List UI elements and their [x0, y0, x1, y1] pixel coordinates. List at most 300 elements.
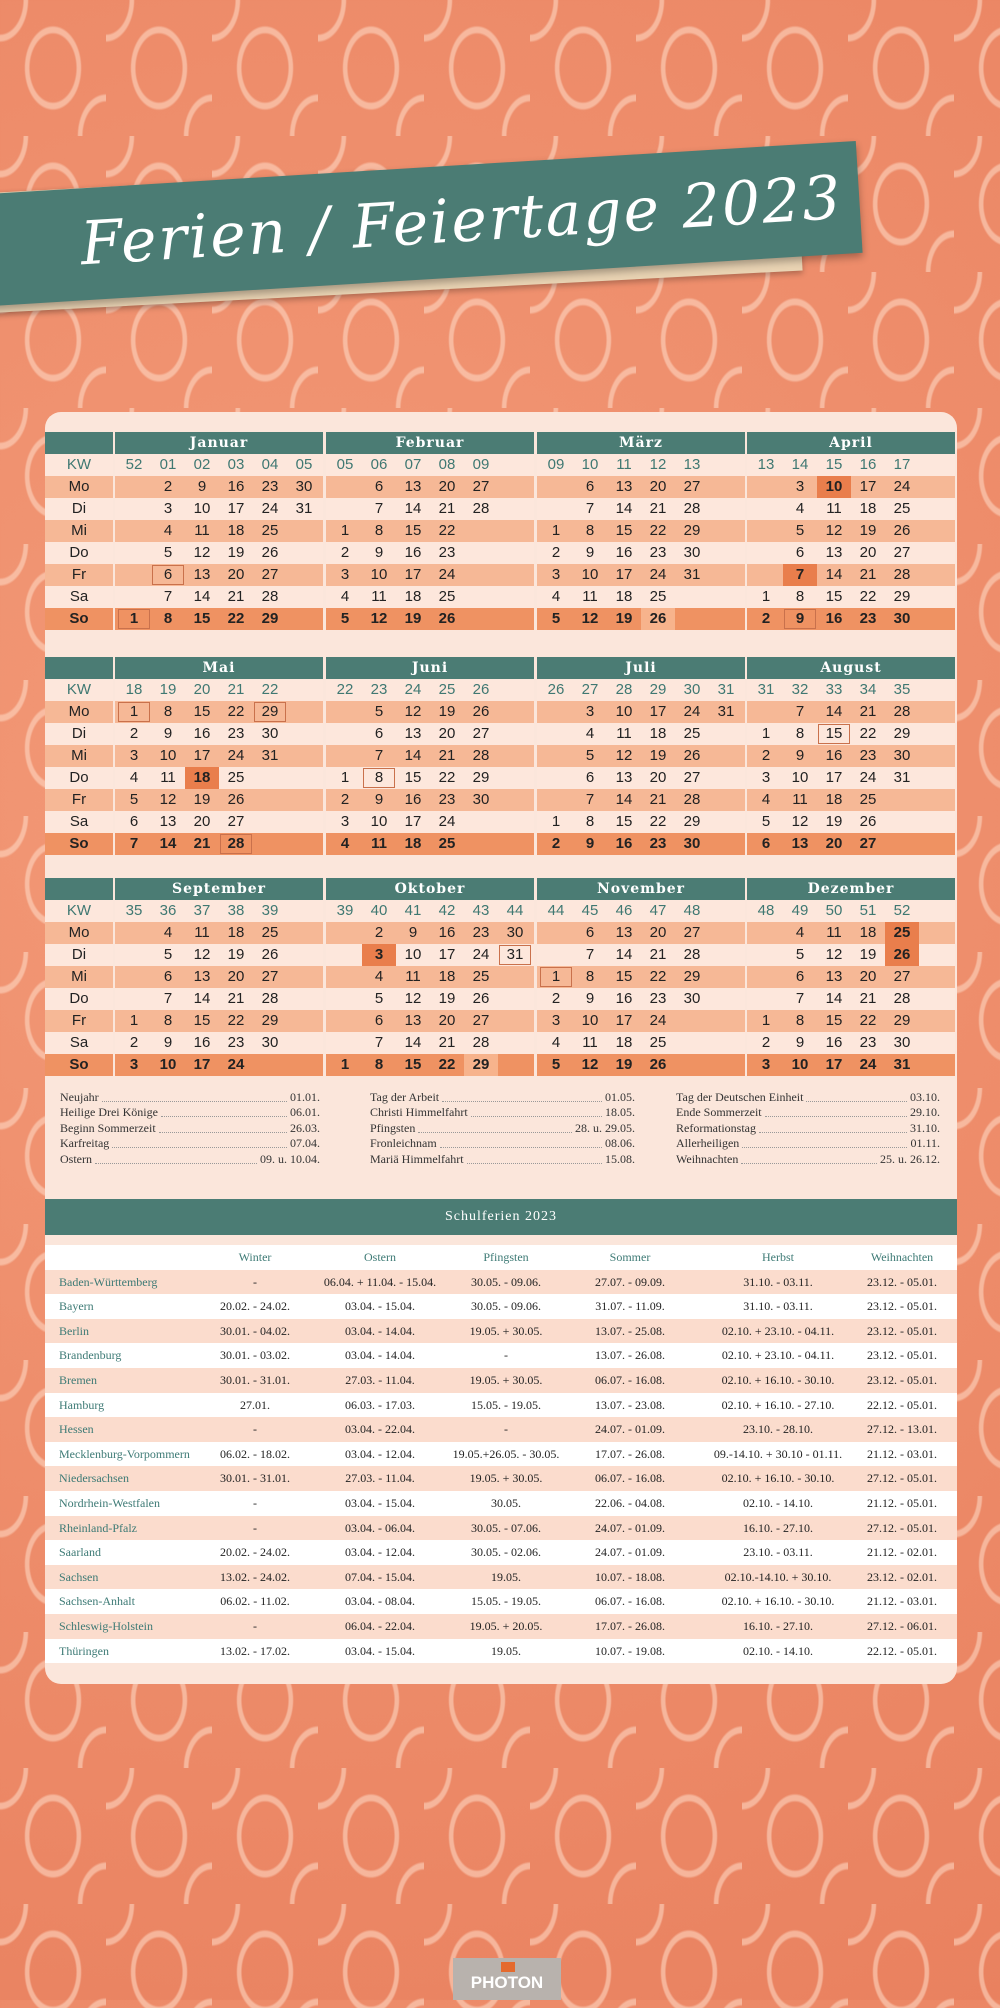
calendar-day[interactable]: 27: [472, 1012, 490, 1029]
calendar-day[interactable]: 6: [749, 833, 783, 855]
calendar-day[interactable]: 4: [374, 968, 384, 985]
calendar-day[interactable]: 4: [163, 924, 173, 941]
calendar-day[interactable]: 22: [227, 703, 245, 720]
calendar-day[interactable]: 3: [585, 703, 595, 720]
calendar-day[interactable]: 8: [374, 522, 384, 539]
calendar-day[interactable]: 23: [227, 1034, 245, 1051]
calendar-day[interactable]: 31: [261, 747, 279, 764]
calendar-day[interactable]: 2: [761, 747, 771, 764]
calendar-day[interactable]: 9: [163, 1034, 173, 1051]
calendar-day[interactable]: 7: [795, 990, 805, 1007]
calendar-day[interactable]: 27: [472, 725, 490, 742]
calendar-day[interactable]: 28: [261, 990, 279, 1007]
calendar-day[interactable]: 28: [683, 500, 701, 517]
calendar-day[interactable]: 2: [551, 990, 561, 1007]
calendar-day[interactable]: 13: [615, 924, 633, 941]
calendar-day[interactable]: 22: [219, 608, 253, 630]
calendar-day[interactable]: 4: [129, 769, 139, 786]
calendar-day[interactable]: 15: [825, 1012, 843, 1029]
calendar-day[interactable]: 23: [261, 478, 279, 495]
calendar-day[interactable]: 8: [585, 968, 595, 985]
calendar-day[interactable]: 5: [374, 703, 384, 720]
calendar-day[interactable]: 20: [438, 725, 456, 742]
calendar-day[interactable]: 21: [859, 703, 877, 720]
calendar-day[interactable]: 12: [825, 522, 843, 539]
calendar-day[interactable]: 11: [582, 1034, 598, 1051]
holiday-day[interactable]: 25: [885, 922, 919, 944]
calendar-day[interactable]: 19: [396, 608, 430, 630]
holiday-day[interactable]: 3: [362, 944, 396, 966]
calendar-day[interactable]: 1: [328, 1054, 362, 1076]
calendar-day[interactable]: 9: [374, 544, 384, 561]
calendar-day[interactable]: 20: [438, 1012, 456, 1029]
holiday-day[interactable]: 28: [219, 833, 253, 855]
calendar-day[interactable]: 2: [374, 924, 384, 941]
calendar-day[interactable]: 16: [404, 544, 422, 561]
calendar-day[interactable]: 13: [404, 1012, 422, 1029]
calendar-day[interactable]: 30: [893, 747, 911, 764]
calendar-day[interactable]: 5: [539, 608, 573, 630]
calendar-day[interactable]: 17: [817, 1054, 851, 1076]
holiday-day[interactable]: 1: [539, 966, 573, 988]
calendar-day[interactable]: 16: [825, 747, 843, 764]
holiday-day[interactable]: 31: [498, 944, 532, 966]
calendar-day[interactable]: 14: [404, 747, 422, 764]
calendar-day[interactable]: 4: [585, 725, 595, 742]
calendar-day[interactable]: 2: [539, 833, 573, 855]
calendar-day[interactable]: 24: [649, 566, 667, 583]
calendar-day[interactable]: 31: [683, 566, 701, 583]
calendar-day[interactable]: 6: [585, 769, 595, 786]
calendar-day[interactable]: 1: [761, 588, 771, 605]
calendar-day[interactable]: 8: [163, 703, 173, 720]
calendar-day[interactable]: 26: [430, 608, 464, 630]
calendar-day[interactable]: 20: [227, 968, 245, 985]
calendar-day[interactable]: 27: [893, 968, 911, 985]
calendar-day[interactable]: 21: [438, 747, 456, 764]
calendar-day[interactable]: 5: [129, 791, 139, 808]
calendar-day[interactable]: 15: [185, 608, 219, 630]
calendar-day[interactable]: 26: [261, 544, 279, 561]
calendar-day[interactable]: 8: [585, 813, 595, 830]
calendar-day[interactable]: 17: [193, 747, 211, 764]
holiday-day[interactable]: 10: [817, 476, 851, 498]
calendar-day[interactable]: 14: [151, 833, 185, 855]
calendar-day[interactable]: 19: [227, 544, 245, 561]
calendar-day[interactable]: 14: [615, 791, 633, 808]
calendar-day[interactable]: 3: [340, 566, 350, 583]
calendar-day[interactable]: 3: [761, 769, 771, 786]
calendar-day[interactable]: 16: [615, 544, 633, 561]
calendar-day[interactable]: 16: [193, 1034, 211, 1051]
calendar-day[interactable]: 16: [615, 990, 633, 1007]
holiday-day[interactable]: 26: [885, 944, 919, 966]
calendar-day[interactable]: 12: [615, 747, 633, 764]
calendar-day[interactable]: 23: [649, 990, 667, 1007]
calendar-day[interactable]: 29: [893, 725, 911, 742]
calendar-day[interactable]: 1: [761, 725, 771, 742]
calendar-day[interactable]: 3: [129, 747, 139, 764]
calendar-day[interactable]: 25: [438, 588, 456, 605]
calendar-day[interactable]: 5: [163, 946, 173, 963]
calendar-day[interactable]: 11: [616, 725, 632, 742]
calendar-day[interactable]: 10: [370, 813, 388, 830]
calendar-day[interactable]: 6: [795, 968, 805, 985]
calendar-day[interactable]: 9: [197, 478, 207, 495]
holiday-day[interactable]: 29: [253, 701, 287, 723]
calendar-day[interactable]: 13: [783, 833, 817, 855]
calendar-day[interactable]: 20: [227, 566, 245, 583]
calendar-day[interactable]: 27: [683, 769, 701, 786]
calendar-day[interactable]: 2: [129, 725, 139, 742]
calendar-day[interactable]: 28: [893, 990, 911, 1007]
calendar-day[interactable]: 18: [615, 588, 633, 605]
calendar-day[interactable]: 11: [792, 791, 808, 808]
holiday-day[interactable]: 15: [817, 723, 851, 745]
calendar-day[interactable]: 9: [585, 544, 595, 561]
calendar-day[interactable]: 26: [261, 946, 279, 963]
calendar-day[interactable]: 3: [551, 566, 561, 583]
calendar-day[interactable]: 30: [675, 833, 709, 855]
calendar-day[interactable]: 5: [374, 990, 384, 1007]
calendar-day[interactable]: 14: [404, 1034, 422, 1051]
calendar-day[interactable]: 20: [649, 769, 667, 786]
calendar-day[interactable]: 6: [374, 1012, 384, 1029]
calendar-day[interactable]: 13: [615, 769, 633, 786]
calendar-day[interactable]: 21: [859, 566, 877, 583]
calendar-day[interactable]: 6: [163, 968, 173, 985]
calendar-day[interactable]: 26: [472, 703, 490, 720]
calendar-day[interactable]: 11: [194, 522, 210, 539]
calendar-day[interactable]: 12: [404, 990, 422, 1007]
calendar-day[interactable]: 28: [683, 946, 701, 963]
calendar-day[interactable]: 9: [795, 1034, 805, 1051]
calendar-day[interactable]: 9: [573, 833, 607, 855]
calendar-day[interactable]: 1: [340, 522, 350, 539]
calendar-day[interactable]: 30: [261, 1034, 279, 1051]
calendar-day[interactable]: 10: [159, 747, 177, 764]
calendar-day[interactable]: 7: [163, 588, 173, 605]
calendar-day[interactable]: 31: [295, 500, 313, 517]
calendar-day[interactable]: 22: [859, 1012, 877, 1029]
calendar-day[interactable]: 5: [585, 747, 595, 764]
calendar-day[interactable]: 11: [826, 500, 842, 517]
calendar-day[interactable]: 22: [859, 588, 877, 605]
calendar-day[interactable]: 18: [438, 968, 456, 985]
calendar-day[interactable]: 2: [340, 544, 350, 561]
calendar-day[interactable]: 29: [683, 813, 701, 830]
calendar-day[interactable]: 6: [374, 725, 384, 742]
calendar-day[interactable]: 27: [472, 478, 490, 495]
calendar-day[interactable]: 28: [893, 566, 911, 583]
calendar-day[interactable]: 19: [193, 791, 211, 808]
calendar-day[interactable]: 12: [825, 946, 843, 963]
calendar-day[interactable]: 25: [683, 725, 701, 742]
calendar-day[interactable]: 6: [129, 813, 139, 830]
calendar-day[interactable]: 25: [472, 968, 490, 985]
calendar-day[interactable]: 14: [404, 500, 422, 517]
calendar-day[interactable]: 1: [129, 1012, 139, 1029]
calendar-day[interactable]: 15: [825, 588, 843, 605]
calendar-day[interactable]: 25: [261, 924, 279, 941]
calendar-day[interactable]: 23: [641, 833, 675, 855]
calendar-day[interactable]: 16: [607, 833, 641, 855]
calendar-day[interactable]: 26: [227, 791, 245, 808]
calendar-day[interactable]: 14: [193, 990, 211, 1007]
calendar-day[interactable]: 15: [615, 813, 633, 830]
calendar-day[interactable]: 27: [851, 833, 885, 855]
calendar-day[interactable]: 27: [683, 478, 701, 495]
calendar-day[interactable]: 8: [795, 588, 805, 605]
calendar-day[interactable]: 12: [404, 703, 422, 720]
calendar-day[interactable]: 26: [893, 522, 911, 539]
calendar-day[interactable]: 3: [551, 1012, 561, 1029]
holiday-day[interactable]: 1: [117, 701, 151, 723]
calendar-day[interactable]: 13: [825, 544, 843, 561]
calendar-day[interactable]: 12: [573, 608, 607, 630]
calendar-day[interactable]: 8: [585, 522, 595, 539]
calendar-day[interactable]: 21: [185, 833, 219, 855]
calendar-day[interactable]: 23: [227, 725, 245, 742]
calendar-day[interactable]: 22: [438, 769, 456, 786]
calendar-day[interactable]: 22: [649, 813, 667, 830]
calendar-day[interactable]: 7: [585, 500, 595, 517]
calendar-day[interactable]: 6: [795, 544, 805, 561]
calendar-day[interactable]: 26: [472, 990, 490, 1007]
calendar-day[interactable]: 17: [404, 813, 422, 830]
calendar-day[interactable]: 15: [404, 769, 422, 786]
calendar-day[interactable]: 16: [817, 608, 851, 630]
calendar-day[interactable]: 7: [795, 703, 805, 720]
calendar-day[interactable]: 13: [615, 478, 633, 495]
calendar-day[interactable]: 22: [649, 522, 667, 539]
calendar-day[interactable]: 15: [615, 968, 633, 985]
calendar-day[interactable]: 3: [163, 500, 173, 517]
calendar-day[interactable]: 19: [438, 703, 456, 720]
calendar-day[interactable]: 14: [825, 566, 843, 583]
calendar-day[interactable]: 11: [194, 924, 210, 941]
calendar-day[interactable]: 20: [438, 478, 456, 495]
calendar-day[interactable]: 29: [893, 1012, 911, 1029]
calendar-day[interactable]: 30: [893, 1034, 911, 1051]
calendar-day[interactable]: 15: [193, 1012, 211, 1029]
calendar-day[interactable]: 24: [438, 566, 456, 583]
calendar-day[interactable]: 8: [151, 608, 185, 630]
calendar-day[interactable]: 14: [193, 588, 211, 605]
calendar-day[interactable]: 25: [227, 769, 245, 786]
calendar-day[interactable]: 1: [340, 769, 350, 786]
calendar-day[interactable]: 21: [649, 946, 667, 963]
calendar-day[interactable]: 24: [219, 1054, 253, 1076]
calendar-day[interactable]: 18: [825, 791, 843, 808]
holiday-day[interactable]: 8: [362, 767, 396, 789]
calendar-day[interactable]: 2: [749, 608, 783, 630]
calendar-day[interactable]: 31: [885, 1054, 919, 1076]
calendar-day[interactable]: 30: [261, 725, 279, 742]
calendar-day[interactable]: 26: [859, 813, 877, 830]
calendar-day[interactable]: 29: [893, 588, 911, 605]
calendar-day[interactable]: 6: [585, 924, 595, 941]
calendar-day[interactable]: 5: [795, 522, 805, 539]
calendar-day[interactable]: 3: [340, 813, 350, 830]
calendar-day[interactable]: 10: [783, 1054, 817, 1076]
calendar-day[interactable]: 13: [159, 813, 177, 830]
calendar-day[interactable]: 17: [404, 566, 422, 583]
calendar-day[interactable]: 18: [227, 522, 245, 539]
calendar-day[interactable]: 30: [885, 608, 919, 630]
calendar-day[interactable]: 4: [340, 588, 350, 605]
calendar-day[interactable]: 25: [261, 522, 279, 539]
calendar-day[interactable]: 18: [859, 500, 877, 517]
calendar-day[interactable]: 17: [227, 500, 245, 517]
calendar-day[interactable]: 6: [585, 478, 595, 495]
calendar-day[interactable]: 23: [472, 924, 490, 941]
calendar-day[interactable]: 17: [615, 1012, 633, 1029]
calendar-day[interactable]: 16: [193, 725, 211, 742]
calendar-day[interactable]: 16: [404, 791, 422, 808]
calendar-day[interactable]: 22: [227, 1012, 245, 1029]
calendar-day[interactable]: 14: [825, 990, 843, 1007]
calendar-day[interactable]: 29: [472, 769, 490, 786]
calendar-day[interactable]: 11: [826, 924, 842, 941]
calendar-day[interactable]: 30: [506, 924, 524, 941]
calendar-day[interactable]: 24: [683, 703, 701, 720]
calendar-day[interactable]: 19: [227, 946, 245, 963]
calendar-day[interactable]: 11: [362, 833, 396, 855]
calendar-day[interactable]: 16: [227, 478, 245, 495]
calendar-day[interactable]: 14: [615, 500, 633, 517]
calendar-day[interactable]: 8: [795, 725, 805, 742]
calendar-day[interactable]: 19: [649, 747, 667, 764]
calendar-day[interactable]: 22: [430, 1054, 464, 1076]
calendar-day[interactable]: 23: [859, 1034, 877, 1051]
calendar-day[interactable]: 12: [193, 946, 211, 963]
calendar-day[interactable]: 23: [438, 544, 456, 561]
calendar-day[interactable]: 18: [396, 833, 430, 855]
calendar-day[interactable]: 18: [649, 725, 667, 742]
calendar-day[interactable]: 9: [374, 791, 384, 808]
calendar-day[interactable]: 2: [129, 1034, 139, 1051]
calendar-day[interactable]: 28: [472, 747, 490, 764]
calendar-day[interactable]: 28: [683, 791, 701, 808]
calendar-day[interactable]: 13: [825, 968, 843, 985]
calendar-day[interactable]: 11: [582, 588, 598, 605]
calendar-day[interactable]: 26: [641, 1054, 675, 1076]
calendar-day[interactable]: 7: [374, 747, 384, 764]
calendar-day[interactable]: 21: [227, 990, 245, 1007]
calendar-day[interactable]: 17: [438, 946, 456, 963]
calendar-day[interactable]: 1: [761, 1012, 771, 1029]
calendar-day[interactable]: 24: [227, 747, 245, 764]
calendar-day[interactable]: 28: [472, 500, 490, 517]
calendar-day[interactable]: 23: [851, 608, 885, 630]
calendar-day[interactable]: 22: [859, 725, 877, 742]
calendar-day[interactable]: 10: [581, 1012, 599, 1029]
calendar-day[interactable]: 12: [159, 791, 177, 808]
calendar-day[interactable]: 4: [163, 522, 173, 539]
calendar-day[interactable]: 21: [649, 500, 667, 517]
calendar-day[interactable]: 27: [683, 924, 701, 941]
calendar-day[interactable]: 17: [859, 478, 877, 495]
calendar-day[interactable]: 21: [649, 791, 667, 808]
calendar-day[interactable]: 30: [295, 478, 313, 495]
calendar-day[interactable]: 10: [404, 946, 422, 963]
calendar-day[interactable]: 9: [163, 725, 173, 742]
holiday-day[interactable]: 6: [151, 564, 185, 586]
calendar-day[interactable]: 3: [795, 478, 805, 495]
calendar-day[interactable]: 29: [464, 1054, 498, 1076]
calendar-day[interactable]: 31: [717, 703, 735, 720]
calendar-day[interactable]: 7: [585, 946, 595, 963]
calendar-day[interactable]: 28: [472, 1034, 490, 1051]
calendar-day[interactable]: 26: [641, 608, 675, 630]
calendar-day[interactable]: 20: [193, 813, 211, 830]
calendar-day[interactable]: 9: [795, 747, 805, 764]
calendar-day[interactable]: 24: [472, 946, 490, 963]
calendar-day[interactable]: 2: [761, 1034, 771, 1051]
calendar-day[interactable]: 25: [649, 1034, 667, 1051]
calendar-day[interactable]: 17: [615, 566, 633, 583]
calendar-day[interactable]: 17: [825, 769, 843, 786]
calendar-day[interactable]: 17: [649, 703, 667, 720]
calendar-day[interactable]: 7: [585, 791, 595, 808]
calendar-day[interactable]: 24: [649, 1012, 667, 1029]
calendar-day[interactable]: 18: [615, 1034, 633, 1051]
calendar-day[interactable]: 4: [795, 924, 805, 941]
calendar-day[interactable]: 16: [825, 1034, 843, 1051]
calendar-day[interactable]: 4: [551, 1034, 561, 1051]
calendar-day[interactable]: 24: [438, 813, 456, 830]
calendar-day[interactable]: 29: [683, 522, 701, 539]
calendar-day[interactable]: 29: [261, 1012, 279, 1029]
calendar-day[interactable]: 29: [253, 608, 287, 630]
calendar-day[interactable]: 12: [362, 608, 396, 630]
calendar-day[interactable]: 10: [193, 500, 211, 517]
calendar-day[interactable]: 19: [607, 608, 641, 630]
calendar-day[interactable]: 20: [859, 544, 877, 561]
calendar-day[interactable]: 19: [859, 522, 877, 539]
calendar-day[interactable]: 13: [193, 968, 211, 985]
calendar-day[interactable]: 12: [193, 544, 211, 561]
calendar-day[interactable]: 2: [551, 544, 561, 561]
holiday-day[interactable]: 18: [185, 767, 219, 789]
calendar-day[interactable]: 24: [851, 1054, 885, 1076]
calendar-day[interactable]: 27: [261, 968, 279, 985]
calendar-day[interactable]: 9: [585, 990, 595, 1007]
calendar-day[interactable]: 18: [227, 924, 245, 941]
calendar-day[interactable]: 30: [683, 544, 701, 561]
calendar-day[interactable]: 29: [683, 968, 701, 985]
calendar-day[interactable]: 18: [859, 924, 877, 941]
calendar-day[interactable]: 11: [371, 588, 387, 605]
holiday-day[interactable]: 1: [117, 608, 151, 630]
calendar-day[interactable]: 20: [817, 833, 851, 855]
calendar-day[interactable]: 28: [261, 588, 279, 605]
calendar-day[interactable]: 7: [374, 1034, 384, 1051]
calendar-day[interactable]: 4: [328, 833, 362, 855]
calendar-day[interactable]: 24: [893, 478, 911, 495]
calendar-day[interactable]: 7: [117, 833, 151, 855]
calendar-day[interactable]: 27: [261, 566, 279, 583]
calendar-day[interactable]: 19: [859, 946, 877, 963]
calendar-day[interactable]: 5: [328, 608, 362, 630]
calendar-day[interactable]: 25: [893, 500, 911, 517]
calendar-day[interactable]: 4: [795, 500, 805, 517]
calendar-day[interactable]: 19: [825, 813, 843, 830]
calendar-day[interactable]: 15: [615, 522, 633, 539]
calendar-day[interactable]: 19: [438, 990, 456, 1007]
calendar-day[interactable]: 21: [438, 500, 456, 517]
